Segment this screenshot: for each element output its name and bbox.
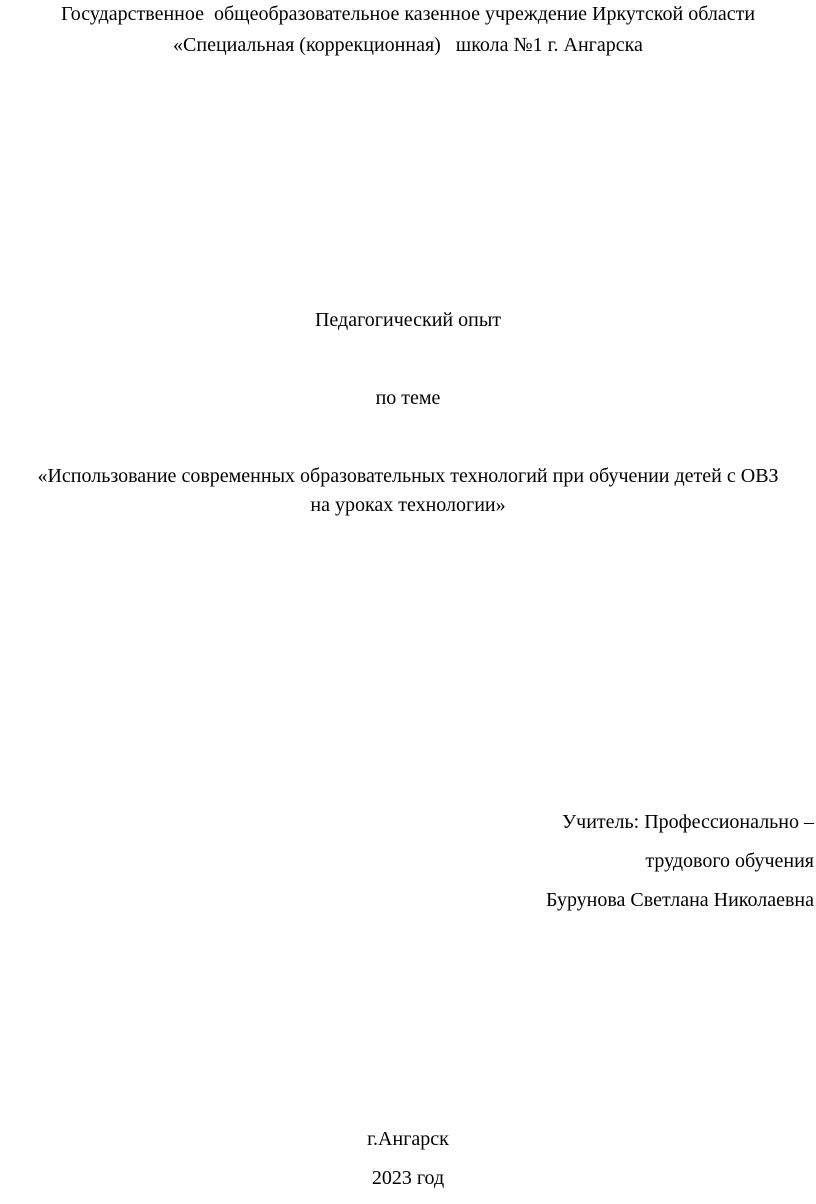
footer-year: 2023 год [371,1167,445,1189]
topic-line-1: «Использование современных образовательных технологий при обучении детей с ОВЗ [37,465,779,487]
author-position-line-2: трудового обучения [645,850,814,872]
author-name: Бурунова Светлана Николаевна [545,889,814,911]
institution-line-1: Государственное общеобразовательное казенное учреждение Иркутской области [60,3,756,25]
institution-line-2: «Специальная (коррекционная) школа №1 г. Ангарска [173,34,643,56]
topic-line-2: на уроках технологии» [310,494,506,516]
author-position-line-1: Учитель: Профессионально – [562,811,814,833]
document-subtitle: по теме [375,387,441,409]
document-title: Педагогический опыт [314,309,502,331]
footer-city: г.Ангарск [367,1128,449,1150]
